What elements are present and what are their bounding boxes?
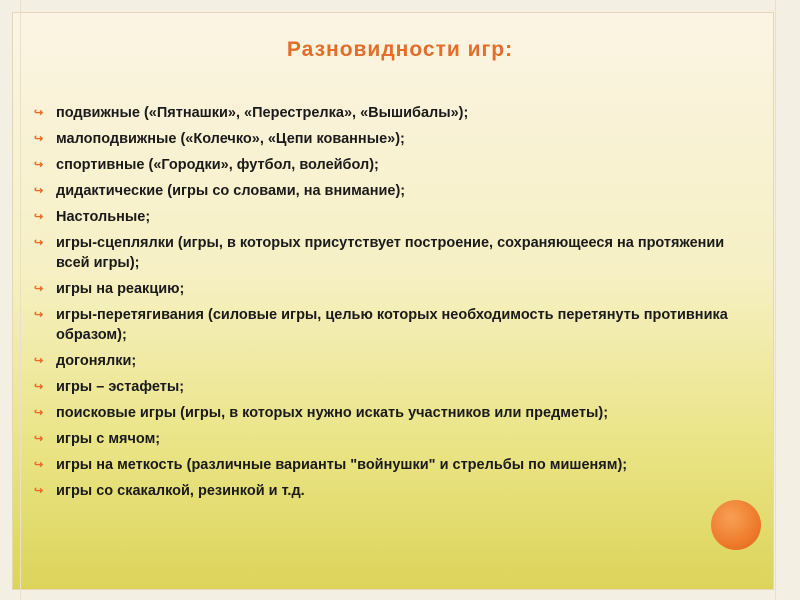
- list-item-text: малоподвижные («Колечко», «Цепи кованные»);: [56, 131, 405, 147]
- list-item: [34, 103, 754, 123]
- list-item: [34, 377, 754, 397]
- list-item: [34, 429, 754, 449]
- slide-title: [0, 38, 800, 62]
- arrow-bullet-icon: ↪: [34, 237, 44, 249]
- arrow-bullet-icon: ↪: [34, 459, 44, 471]
- arrow-bullet-icon: ↪: [34, 309, 44, 321]
- list-item: [34, 181, 754, 201]
- arrow-bullet-icon: ↪: [34, 211, 44, 223]
- arrow-bullet-icon: ↪: [34, 485, 44, 497]
- list-item-text: игры со скакалкой, резинкой и т.д.: [56, 483, 305, 499]
- list-item: [34, 155, 754, 175]
- arrow-bullet-icon: ↪: [34, 185, 44, 197]
- list-item-text: игры-перетягивания (силовые игры, целью которых необходимость перетянуть противника образом);: [56, 307, 728, 343]
- list-item-text: игры-сцеплялки (игры, в которых присутствует построение, сохраняющееся на протяжении всей игры);: [56, 235, 725, 271]
- arrow-bullet-icon: ↪: [34, 407, 44, 419]
- list-item-text: игры с мячом;: [56, 431, 161, 447]
- list-item-text: игры на реакцию;: [56, 281, 185, 297]
- arrow-bullet-icon: ↪: [34, 107, 44, 119]
- arrow-bullet-icon: ↪: [34, 355, 44, 367]
- list-item-text: подвижные («Пятнашки», «Перестрелка», «Вышибалы»);: [56, 105, 469, 121]
- arrow-bullet-icon: ↪: [34, 433, 44, 445]
- decorative-orange-circle: [711, 500, 761, 550]
- list-item: [34, 455, 754, 475]
- list-item-text: игры – эстафеты;: [56, 379, 185, 395]
- list-item: [34, 351, 754, 371]
- list-item-text: дидактические (игры со словами, на внимание);: [56, 183, 406, 199]
- list-item-text: игры на меткость (различные варианты "войнушки" и стрельбы по мишеням);: [56, 457, 628, 473]
- list-item: [34, 403, 754, 423]
- list-item-text: догонялки;: [56, 353, 137, 369]
- list-item-text: поисковые игры (игры, в которых нужно искать участников или предметы);: [56, 405, 609, 421]
- games-list: [34, 103, 754, 507]
- list-item: [34, 481, 754, 501]
- arrow-bullet-icon: ↪: [34, 381, 44, 393]
- list-item: [34, 129, 754, 149]
- list-item: [34, 279, 754, 299]
- list-item-text: спортивные («Городки», футбол, волейбол);: [56, 157, 379, 173]
- list-item: [34, 233, 754, 273]
- arrow-bullet-icon: ↪: [34, 283, 44, 295]
- slide-title-text: Разновидности игр:: [286, 38, 514, 61]
- list-item: [34, 305, 754, 345]
- list-item: [34, 207, 754, 227]
- arrow-bullet-icon: ↪: [34, 133, 44, 145]
- list-item-text: Настольные;: [56, 209, 151, 225]
- arrow-bullet-icon: ↪: [34, 159, 44, 171]
